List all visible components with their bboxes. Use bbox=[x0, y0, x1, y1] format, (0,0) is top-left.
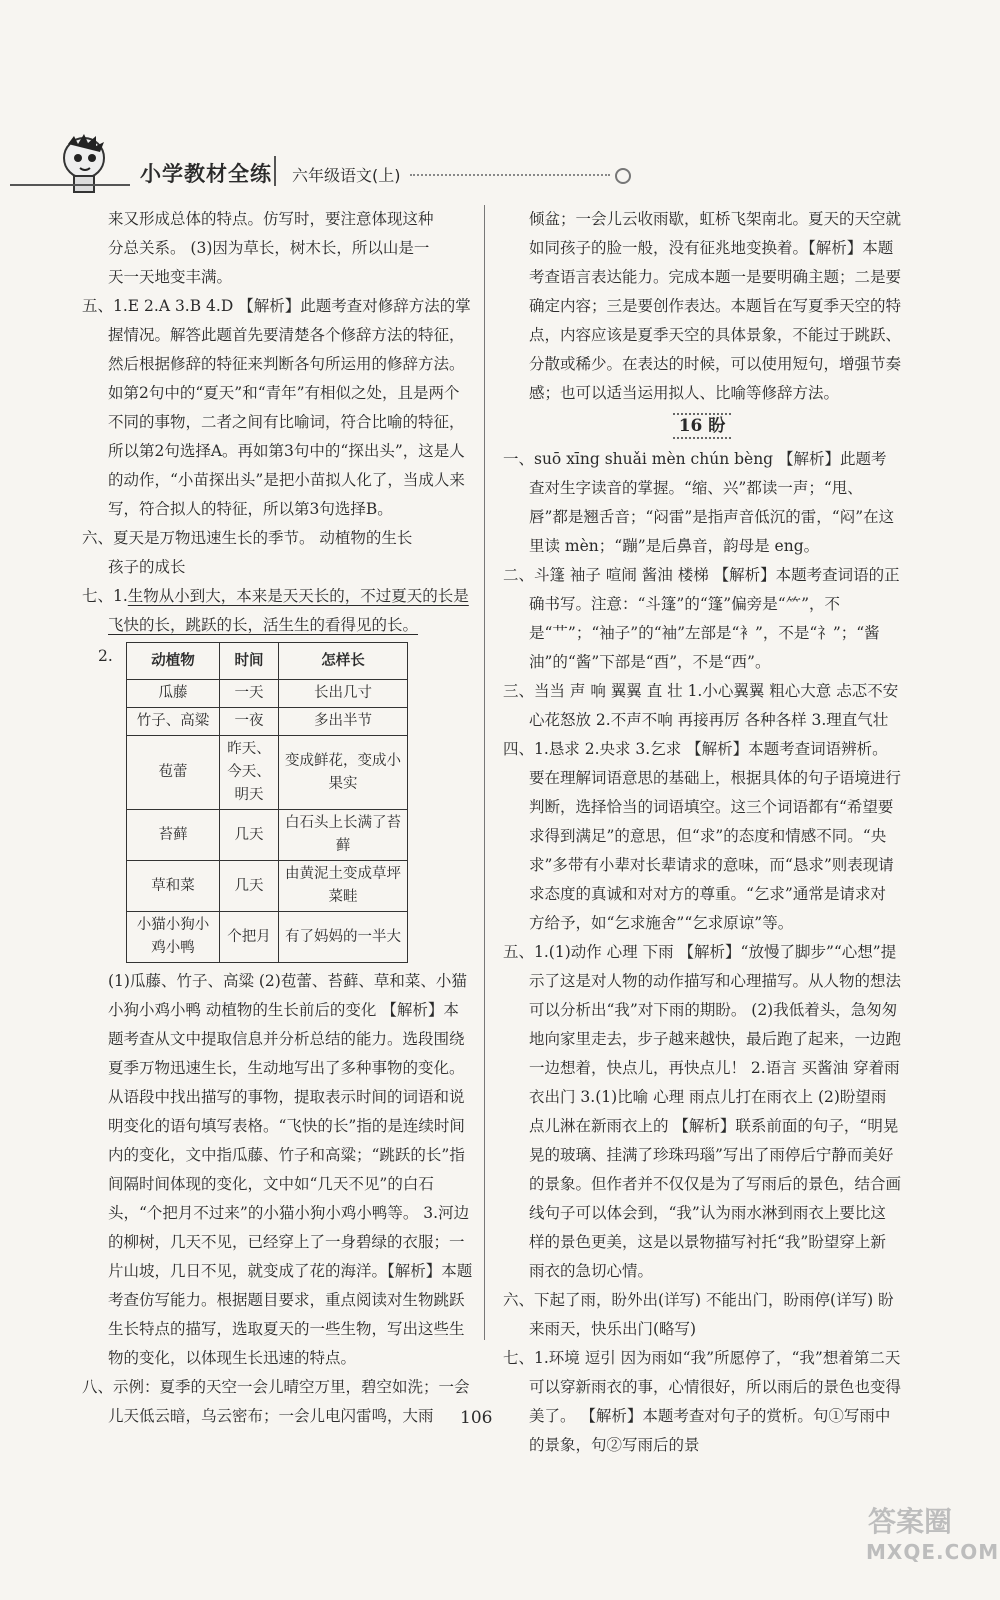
table-cell: 瓜藤 bbox=[127, 680, 220, 708]
left-line-1: 来又形成总体的特点。仿写时，要注意体现这种 bbox=[108, 210, 434, 228]
table-cell: 多出半节 bbox=[279, 708, 408, 736]
table-header-row bbox=[127, 643, 408, 680]
lesson-answer-5: 五、1.(1)动作 心理 下雨 【解析】“放慢了脚步”“心想”提示了这是对人物的动作描写和心理描写。从人物的想法可以分析出“我”对下雨的期盼。 (2)我低着头，急匆匆地向家里走去，步子越来越快，最后跑了起来，一边跑一边想着，快点儿，再快点儿！ 2.语言 买酱油 穿着雨衣出门 3.(1)比喻 心理 雨点儿打在雨衣上 (2)盼望雨点儿淋在新雨衣上的 【解析】联系前面的句子，“明晃晃的玻璃、挂满了珍珠玛瑙”写出了雨停后宁静而美好的景象。但作者并不仅仅是为了写雨后的景色，结合画线句子可以体会到，“我”认为雨水淋到雨衣上要比这样的景色更美，这是以景物描写衬托“我”盼望穿上新雨衣的急切心情。 bbox=[503, 943, 902, 1280]
subject-label: 六年级语文(上) bbox=[292, 166, 401, 185]
growth-table-block bbox=[82, 642, 474, 963]
table-row bbox=[127, 680, 408, 708]
table-cell: 几天 bbox=[220, 810, 279, 861]
table-header: 时间 bbox=[220, 643, 279, 680]
lesson-answer-6: 六、下起了雨，盼外出(详写) 不能出门，盼雨停(详写) 盼来雨天，快乐出门(略写) bbox=[503, 1291, 894, 1338]
table-cell: 竹子、高粱 bbox=[127, 708, 220, 736]
table-cell: 变成鲜花，变成小果实 bbox=[279, 736, 408, 810]
page-number: 106 bbox=[460, 1408, 493, 1428]
lesson-answer-3: 三、当当 声 响 翼翼 直 壮 1.小心翼翼 粗心大意 忐忑不安 心花怒放 2.不声不响 再接再厉 各种各样 3.理直气壮 bbox=[503, 682, 899, 729]
table-cell: 长出几寸 bbox=[279, 680, 408, 708]
answer-eight-cont: 倾盆；一会儿云收雨歇，虹桥飞架南北。夏天的天空就如同孩子的脸一般，没有征兆地变换着。【解析】本题考查语言表达能力。完成本题一是要明确主题；二是要确定内容；三是要创作表达。本题旨在写夏季天空的特点，内容应该是夏季天空的具体景象，不能过于跳跃、分散或稀少。在表达的时候，可以使用短句，增强节奏感；也可以适当运用拟人、比喻等修辞方法。 bbox=[529, 210, 902, 402]
table-cell: 个把月 bbox=[220, 912, 279, 963]
answer-six-cont: 孩子的成长 bbox=[108, 558, 186, 576]
lesson-answer-7: 七、1.环境 逗引 因为雨如“我”所愿停了，“我”想着第二天可以穿新雨衣的事，心情很好，所以雨后的景色也变得美了。 【解析】本题考查对句子的赏析。句①写雨中的景象，句②写雨后的景 bbox=[503, 1349, 902, 1454]
watermark-url: MXQE.COM bbox=[866, 1540, 1000, 1564]
table-row bbox=[127, 708, 408, 736]
table-cell: 由黄泥土变成草坪菜畦 bbox=[279, 861, 408, 912]
answer-seven-1 bbox=[82, 582, 474, 640]
table-row bbox=[127, 736, 408, 810]
lesson-answer-2: 二、斗篷 袖子 喧闹 酱油 楼梯 【解析】本题考查词语的正确书写。注意：“斗篷”的“篷”偏旁是“⺮”，不是“艹”；“袖子”的“袖”左部是“衤”，不是“礻”；“酱油”的“酱”下部是“酉”，不是“西”。 bbox=[503, 566, 900, 671]
left-line-3: 天一天地变丰满。 bbox=[108, 268, 233, 286]
table-cell: 昨天、今天、明天 bbox=[220, 736, 279, 810]
mascot-icon bbox=[38, 134, 116, 196]
answer-six: 六、夏天是万物迅速生长的季节。 动植物的生长 bbox=[82, 529, 413, 547]
table-cell: 几天 bbox=[220, 861, 279, 912]
table-cell: 一夜 bbox=[220, 708, 279, 736]
header-separator bbox=[274, 156, 276, 186]
answer-five: 五、1.E 2.A 3.B 4.D 【解析】此题考查对修辞方法的掌握情况。解答此题首先要清楚各个修辞方法的特征，然后根据修辞的特征来判断各句所运用的修辞方法。如第2句中的“夏天”和“青年”有相似之处，且是两个不同的事物，二者之间有比喻词，符合比喻的特征，所以第2句选择A。再如第3句中的“探出头”，这是人的动作，“小苗探出头”是把小苗拟人化了，当成人来写，符合拟人的特征，所以第3句选择B。 bbox=[82, 297, 471, 518]
table-cell: 小猫小狗小鸡小鸭 bbox=[127, 912, 220, 963]
table-cell: 草和菜 bbox=[127, 861, 220, 912]
table-cell: 有了妈妈的一半大 bbox=[279, 912, 408, 963]
table-row bbox=[127, 810, 408, 861]
left-column bbox=[82, 205, 474, 1431]
lesson-answer-4: 四、1.恳求 2.央求 3.乞求 【解析】本题考查词语辨析。要在理解词语意思的基础上，根据具体的句子语境进行判断，选择恰当的词语填空。这三个词语都有“希望要求得到满足”的意思，但“求”的态度和情感不同。“央求”多带有小辈对长辈请求的意味，而“恳求”则表现请求态度的真诚和对对方的尊重。“乞求”通常是请求对方给予，如“乞求施舍”“乞求原谅”等。 bbox=[503, 740, 902, 932]
right-column bbox=[503, 205, 901, 1460]
header-circle bbox=[615, 168, 631, 184]
answer-eight: 八、示例：夏季的天空一会儿晴空万里，碧空如洗；一会儿天低云暗，乌云密布；一会儿电闪雷鸣，大雨 bbox=[82, 1378, 470, 1425]
header-rule bbox=[10, 184, 130, 186]
table-number: 2. bbox=[98, 647, 113, 665]
table-header: 怎样长 bbox=[279, 643, 408, 680]
table-cell: 白石头上长满了苔藓 bbox=[279, 810, 408, 861]
page-header bbox=[10, 130, 980, 200]
lesson-answer-1: 一、suō xīng shuǎi mèn chún bèng 【解析】此题考查对生字读音的掌握。“缩、兴”都读一声；“甩、唇”都是翘舌音；“闷雷”是指声音低沉的雷，“闷”在这里读 mèn；“蹦”是后鼻音，韵母是 eng。 bbox=[503, 450, 895, 555]
table-row bbox=[127, 861, 408, 912]
lesson-title-text: 16 盼 bbox=[673, 413, 732, 439]
table-cell: 一天 bbox=[220, 680, 279, 708]
lesson-title bbox=[503, 412, 901, 441]
table-header: 动植物 bbox=[127, 643, 220, 680]
book-title: 小学教材全练 bbox=[140, 162, 272, 186]
header-dots bbox=[410, 174, 610, 176]
answer-seven-2: (1)瓜藤、竹子、高粱 (2)苞蕾、苔藓、草和菜、小猫小狗小鸡小鸭 动植物的生长前后的变化 【解析】本题考查从文中提取信息并分析总结的能力。选段围绕夏季万物迅速生长，生动地写出了多种事物的变化。从语段中找出描写的事物，提取表示时间的词语和说明变化的语句填写表格。“飞快的长”指的是连续时间内的变化，文中指瓜藤、竹子和高粱；“跳跃的长”指间隔时间体现的变化，文中如“几天不见”的白石头，“个把月不过来”的小猫小狗小鸡小鸭等。 3.河边的柳树，几天不见，已经穿上了一身碧绿的衣服；一片山坡，几日不见，就变成了花的海洋。【解析】本题考查仿写能力。根据题目要求，重点阅读对生物跳跃生长特点的描写，选取夏天的一些生物，写出这些生物的变化，以体现生长迅速的特点。 bbox=[108, 972, 473, 1367]
column-divider bbox=[484, 205, 485, 1340]
left-line-2: 分总关系。 (3)因为草长，树木长，所以山是一 bbox=[108, 239, 430, 257]
growth-table bbox=[126, 642, 408, 963]
table-row bbox=[127, 912, 408, 963]
underlined-sentence: 生物从小到大，本来是天天长的，不过夏天的长是飞快的长，跳跃的长，活生生的看得见的长。 bbox=[108, 587, 469, 634]
answer-seven-prefix: 七、1. bbox=[82, 587, 128, 605]
table-cell: 苞蕾 bbox=[127, 736, 220, 810]
table-cell: 苔藓 bbox=[127, 810, 220, 861]
watermark-logo: 答案圈 bbox=[868, 1505, 953, 1538]
